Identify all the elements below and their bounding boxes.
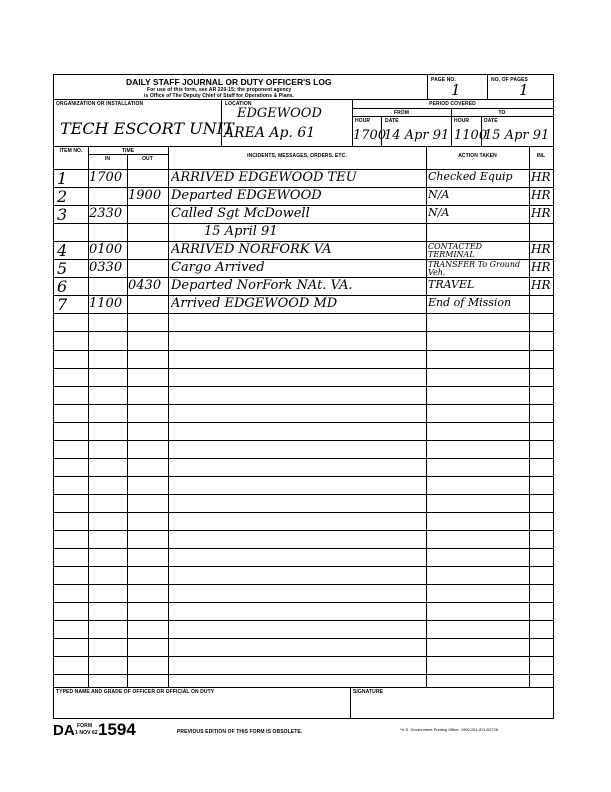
from-hour-label: HOUR [355, 118, 371, 124]
col-item-no: ITEM NO. [59, 148, 83, 154]
entry-incident[interactable]: Cargo Arrived [171, 261, 265, 275]
entry-item-no[interactable]: 2 [57, 189, 68, 206]
entry-incident[interactable]: Departed NorFork NAt. VA. [171, 279, 353, 293]
org-value[interactable]: TECH ESCORT UNIT [60, 119, 234, 138]
row-line [54, 331, 553, 332]
period-from-label: FROM [393, 110, 410, 116]
entry-incident[interactable]: Arrived EDGEWOOD MD [171, 297, 338, 311]
col-out: OUT [142, 156, 153, 162]
period-covered-label: PERIOD COVERED [429, 101, 476, 107]
row-line [54, 350, 553, 351]
entry-action[interactable]: Checked Equip [428, 171, 513, 182]
row-line [54, 548, 553, 549]
entry-incident[interactable]: Called Sgt McDowell [171, 207, 310, 221]
entry-time-in[interactable]: 1100 [89, 297, 123, 311]
row-line [54, 674, 553, 675]
row-line [54, 584, 553, 585]
form-subtitle-2: is Office of The Deputy Chief of Staff for Operations & Plans. [144, 93, 295, 99]
row-line [54, 530, 553, 531]
entry-item-no[interactable]: 3 [57, 207, 68, 224]
row-line [54, 512, 553, 513]
row-line [54, 187, 553, 188]
entry-action[interactable]: End of Mission [428, 297, 512, 309]
form-word: FORM [77, 723, 93, 729]
entry-time-in[interactable]: 0100 [89, 243, 123, 257]
entry-time-out[interactable]: 1900 [128, 189, 162, 203]
entry-initials[interactable]: HR [531, 189, 551, 202]
row-line [54, 241, 553, 242]
form-title: DAILY STAFF JOURNAL OR DUTY OFFICER'S LOG [126, 77, 332, 87]
location-label: LOCATION [225, 101, 252, 107]
previous-edition-note: PREVIOUS EDITION OF THIS FORM IS OBSOLETE. [177, 729, 303, 735]
typed-name-field[interactable] [56, 697, 346, 715]
entry-incident[interactable]: ARRIVED EDGEWOOD TEU [171, 171, 357, 184]
col-initials: INL [536, 153, 546, 159]
entry-incident[interactable]: Departed EDGEWOOD [171, 189, 322, 203]
form-subtitle-1: For use of this form, see AR 220-15; the proponent agency [147, 87, 292, 93]
row-line [54, 386, 553, 387]
entry-item-no[interactable]: 1 [57, 171, 68, 187]
to-hour-value[interactable]: 1100 [454, 128, 488, 143]
org-label: ORGANIZATION OR INSTALLATION [56, 101, 144, 107]
entry-initials[interactable]: HR [531, 171, 551, 183]
entry-time-in[interactable]: 1700 [89, 171, 123, 184]
row-line [54, 602, 553, 603]
row-line [54, 223, 553, 224]
col-time: TIME [121, 148, 135, 154]
row-line [54, 476, 553, 477]
entry-initials[interactable]: HR [531, 279, 551, 292]
row-line [54, 620, 553, 621]
row-line [54, 313, 553, 314]
row-line [54, 368, 553, 369]
entry-action[interactable]: CONTACTED TERMINAL [428, 243, 483, 260]
entry-action[interactable]: N/A [428, 189, 450, 201]
entry-initials[interactable]: HR [531, 207, 551, 220]
gpo-note: *U.S. Government Printing Office: 1990-261-871/02728 [400, 727, 498, 732]
entry-time-out[interactable]: 0430 [128, 279, 162, 293]
col-action: ACTION TAKEN [458, 153, 497, 159]
form-number: 1594 [98, 720, 136, 739]
row-line [54, 169, 553, 170]
from-date-label: DATE [385, 118, 399, 124]
row-line [54, 205, 553, 206]
entry-item-no[interactable]: 5 [57, 261, 68, 278]
form-date: 1 NOV 62 [75, 730, 98, 736]
entry-time-in[interactable]: 2330 [89, 207, 123, 221]
row-line [54, 259, 553, 260]
col-incidents: INCIDENTS, MESSAGES, ORDERS, ETC. [247, 153, 347, 159]
row-line [54, 638, 553, 639]
entry-item-no[interactable]: 7 [57, 297, 68, 314]
row-line [54, 566, 553, 567]
signature-field[interactable] [353, 697, 549, 715]
entry-initials[interactable]: HR [531, 243, 551, 256]
page-no-value[interactable]: 1 [451, 81, 461, 99]
row-line [54, 656, 553, 657]
entry-item-no[interactable]: 6 [57, 279, 68, 296]
to-date-label: DATE [484, 118, 498, 124]
period-to-label: TO [498, 110, 506, 116]
from-date-value[interactable]: 14 Apr 91 [384, 128, 450, 143]
typed-name-label: TYPED NAME AND GRADE OF OFFICER OR OFFICIAL ON DUTY [56, 689, 215, 695]
col-in: IN [104, 156, 111, 162]
signature-label: SIGNATURE [353, 689, 383, 695]
entry-incident[interactable]: ARRIVED NORFORK VA [171, 243, 332, 257]
row-line [54, 277, 553, 278]
row-line [54, 458, 553, 459]
location-line-1[interactable]: EDGEWOOD [237, 106, 322, 121]
page-no-label: PAGE NO. [431, 77, 456, 83]
location-line-2[interactable]: AREA Ap. 61 [224, 125, 316, 141]
entry-action[interactable]: TRAVEL [428, 279, 475, 291]
to-hour-label: HOUR [454, 118, 470, 124]
to-date-value[interactable]: 15 Apr 91 [484, 128, 550, 143]
entry-item-no[interactable]: 4 [57, 243, 68, 260]
entry-time-in[interactable]: 0330 [89, 261, 123, 275]
entry-action[interactable]: N/A [428, 207, 450, 219]
journal-form [53, 74, 554, 719]
row-line [54, 295, 553, 296]
from-hour-value[interactable]: 1700 [353, 128, 387, 143]
form-da: DA [53, 722, 75, 739]
row-line [54, 494, 553, 495]
entry-incident[interactable]: 15 April 91 [204, 225, 278, 239]
row-line [54, 440, 553, 441]
row-line [54, 404, 553, 405]
row-line [54, 422, 553, 423]
no-of-pages-value[interactable]: 1 [519, 81, 529, 99]
no-of-pages-label: NO. OF PAGES [491, 77, 528, 83]
entry-action[interactable]: TRANSFER To Ground Veh. [428, 261, 521, 278]
entry-initials[interactable]: HR [531, 261, 551, 274]
